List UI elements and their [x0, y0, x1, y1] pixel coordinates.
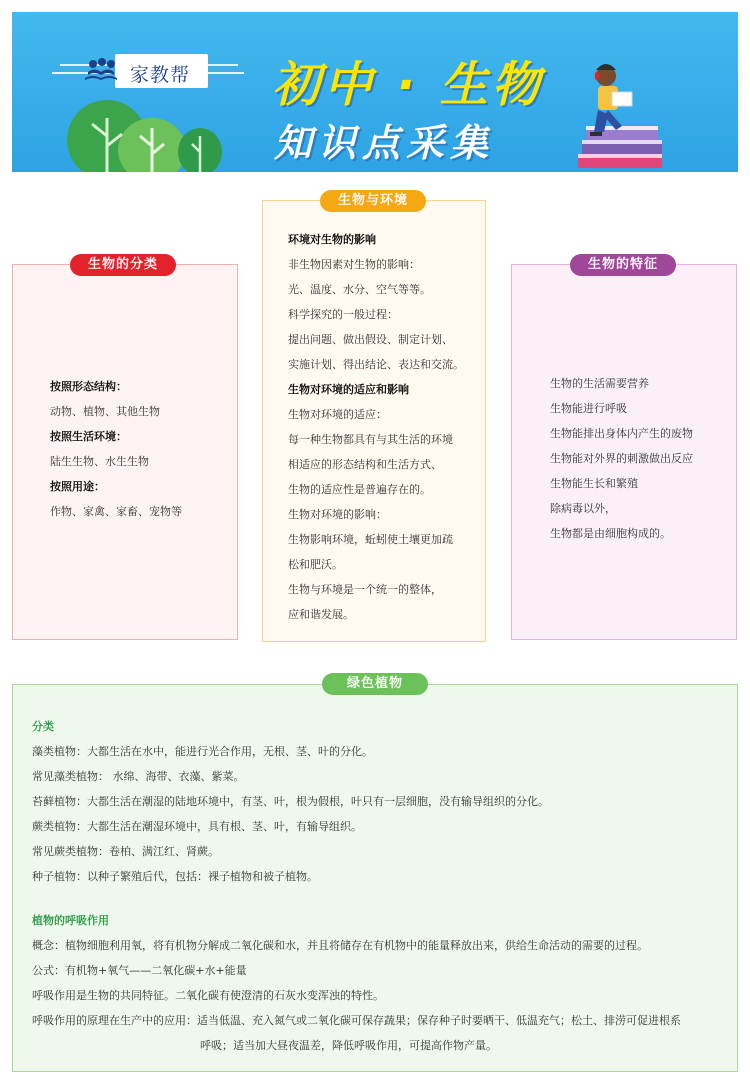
content-line: 种子植物：以种子繁殖后代，包括：裸子植物和被子植物。 [32, 870, 318, 883]
content-line: 呼吸作用的原理在生产中的应用：适当低温、充入氮气或二氧化碳可保存蔬果；保存种子时要晒干、低温充气；松土、排涝可促进根系 [32, 1014, 681, 1027]
section-heading: 植物的呼吸作用 [32, 914, 109, 927]
environment-line: 生物对环境的影响： [288, 508, 387, 521]
environment-line: 松和肥沃。 [288, 558, 343, 571]
content-line: 呼吸；适当加大昼夜温差，降低呼吸作用，可提高作物产量。 [200, 1039, 497, 1052]
classification-line: 动物、植物、其他生物 [50, 405, 160, 418]
green-plants-content [32, 714, 722, 1058]
environment-line: 生物影响环境，蚯蚓使土壤更加疏 [288, 533, 453, 546]
green-plants-title: 绿色植物 [322, 673, 428, 695]
features-line: 生物能生长和繁殖 [550, 477, 638, 490]
environment-line: 实施计划、得出结论、表达和交流。 [288, 358, 464, 371]
environment-line: 非生物因素对生物的影响： [288, 258, 420, 271]
environment-line: 提出问题、做出假设、制定计划、 [288, 333, 453, 346]
features-line: 生物能对外界的刺激做出反应 [550, 452, 693, 465]
content-line: 蕨类植物：大都生活在潮湿环境中，具有根、茎、叶，有输导组织。 [32, 820, 362, 833]
environment-line: 相适应的形态结构和生活方式、 [288, 458, 442, 471]
banner-subtitle: 知识点采集 [274, 121, 495, 165]
green-bushes-illustration [52, 94, 232, 172]
environment-line: 生物的适应性是普遍存在的。 [288, 483, 431, 496]
section-heading: 分类 [32, 720, 54, 733]
content-line: 苔藓植物：大都生活在潮湿的陆地环境中，有茎、叶，根为假根，叶只有一层细胞，没有输导组织的分化。 [32, 795, 549, 808]
environment-line: 生物对环境的适应： [288, 408, 387, 421]
environment-title: 生物与环境 [320, 190, 426, 212]
classification-title: 生物的分类 [70, 254, 176, 276]
classification-line: 按照形态结构： [50, 380, 127, 393]
features-list [550, 371, 693, 546]
classification-line: 按照用途： [50, 480, 105, 493]
features-line: 生物能进行呼吸 [550, 402, 627, 415]
header-banner [12, 12, 738, 172]
content-line: 常见蕨类植物：卷柏、满江红、肾蕨。 [32, 845, 219, 858]
features-title: 生物的特征 [570, 254, 676, 276]
environment-line: 光、温度、水分、空气等等。 [288, 283, 431, 296]
content-line: 呼吸作用是生物的共同特征。二氧化碳有使澄清的石灰水变浑浊的特性。 [32, 989, 384, 1002]
content-line: 常见藻类植物： 水绵、海带、衣藻、紫菜。 [32, 770, 245, 783]
classification-line: 作物、家禽、家畜、宠物等 [50, 505, 182, 518]
book-people-icon [80, 56, 122, 90]
environment-line: 生物对环境的适应和影响 [288, 383, 409, 396]
reader-on-books-illustration [564, 56, 674, 172]
content-line: 概念：植物细胞利用氧，将有机物分解成二氧化碳和水，并且将储存在有机物中的能量释放出来，供给生命活动的需要的过程。 [32, 939, 648, 952]
content-line: 藻类植物：大都生活在水中，能进行光合作用，无根、茎、叶的分化。 [32, 745, 373, 758]
features-line: 生物能排出身体内产生的废物 [550, 427, 693, 440]
environment-list [288, 227, 464, 627]
environment-line: 每一种生物都具有与其生活的环境 [288, 433, 453, 446]
environment-line: 生物与环境是一个统一的整体， [288, 583, 442, 596]
features-line: 除病毒以外， [550, 502, 616, 515]
content-line: 公式：有机物+氧气——二氧化碳+水+能量 [32, 964, 247, 977]
features-line: 生物都是由细胞构成的。 [550, 527, 671, 540]
logo-text: 家教帮 [130, 64, 191, 86]
classification-line: 陆生生物、水生生物 [50, 455, 149, 468]
environment-line: 环境对生物的影响 [288, 233, 376, 246]
spacer [32, 889, 722, 908]
features-line: 生物的生活需要营养 [550, 377, 649, 390]
environment-line: 应和谐发展。 [288, 608, 354, 621]
banner-title: 初中 · 生物 [272, 57, 544, 113]
environment-line: 科学探究的一般过程： [288, 308, 398, 321]
classification-list [50, 374, 182, 524]
classification-line: 按照生活环境： [50, 430, 127, 443]
